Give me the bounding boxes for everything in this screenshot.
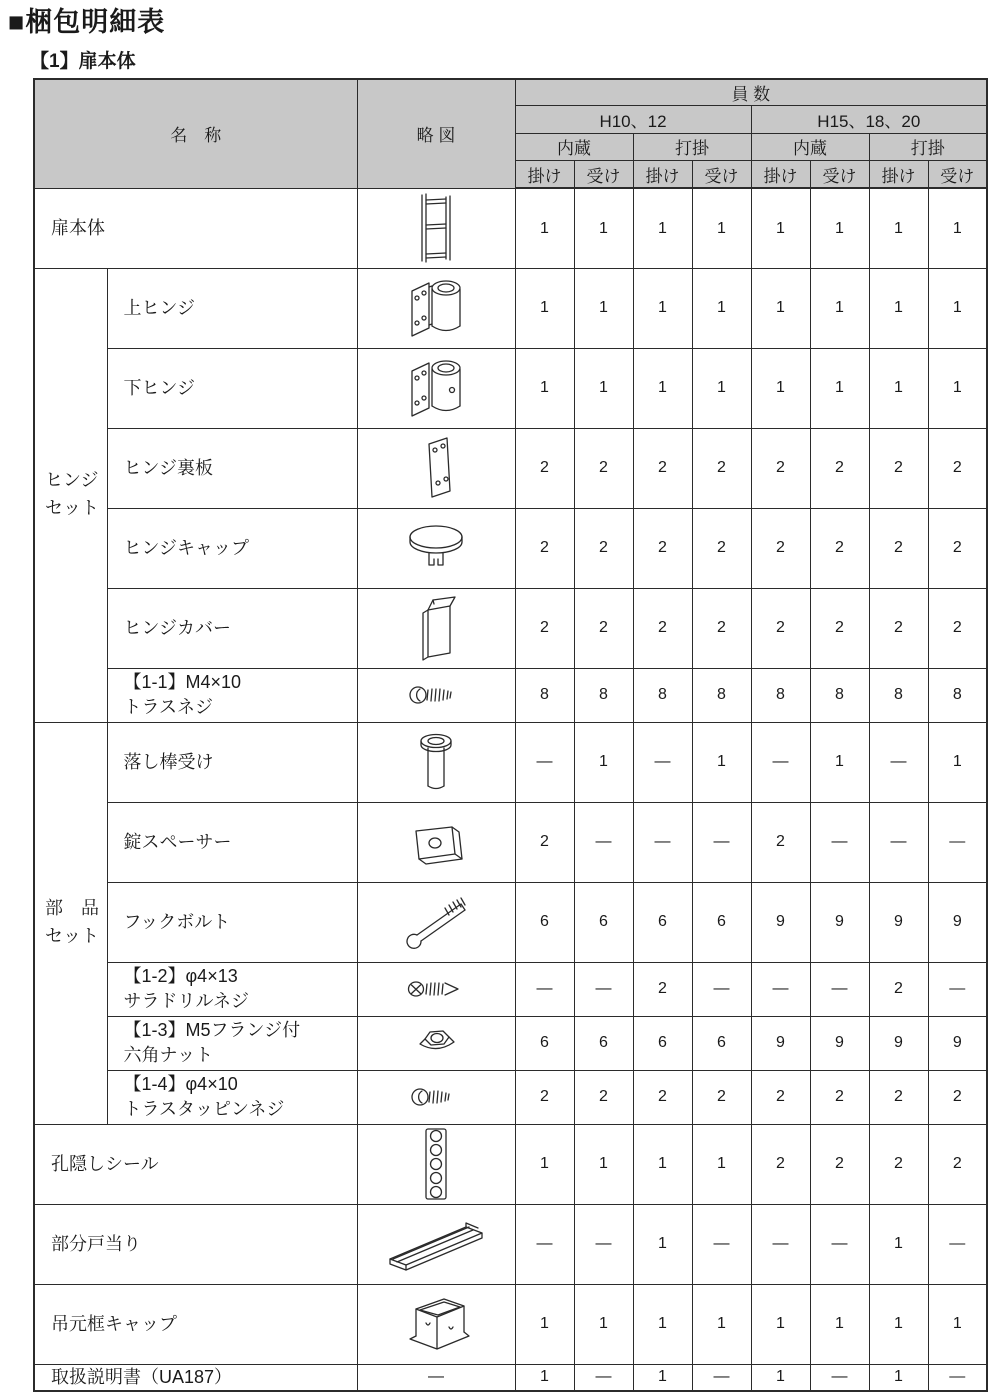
item-name: ヒンジ裏板 [107, 428, 357, 508]
page-title: ■梱包明細表 [8, 7, 166, 37]
quantity-value: — [810, 1364, 869, 1391]
quantity-value: — [692, 962, 751, 1016]
quantity-value: 2 [928, 1070, 987, 1124]
frame-cap-icon [357, 1284, 515, 1364]
sketch-column-header: 略 図 [357, 79, 515, 189]
quantity-value: 2 [574, 588, 633, 668]
quantity-value: — [928, 962, 987, 1016]
quantity-value: 1 [633, 1364, 692, 1391]
quantity-value: 1 [633, 348, 692, 428]
quantity-value: 1 [751, 1364, 810, 1391]
quantity-value: 1 [869, 188, 928, 268]
quantity-value: 2 [574, 428, 633, 508]
quantity-value: 2 [692, 588, 751, 668]
sub-header: 受け [810, 160, 869, 188]
quantity-value: 9 [751, 882, 810, 962]
quantity-value: 1 [928, 188, 987, 268]
quantity-value: 2 [810, 1124, 869, 1204]
type-header: 打掛 [869, 133, 987, 160]
quantity-value: — [869, 802, 928, 882]
item-name: 下ヒンジ [107, 348, 357, 428]
table-row [34, 1124, 987, 1204]
quantity-value: 1 [692, 1284, 751, 1364]
door-panel-icon [357, 188, 515, 268]
quantity-value: — [574, 802, 633, 882]
table-row [34, 1364, 987, 1391]
quantity-value: 1 [928, 268, 987, 348]
quantity-value: 2 [751, 588, 810, 668]
quantity-value: 1 [633, 1284, 692, 1364]
size-group-header: H10、12 [515, 105, 751, 133]
sub-header: 掛け [633, 160, 692, 188]
table-row [34, 428, 987, 508]
quantity-value: 2 [810, 428, 869, 508]
item-name: フックボルト [107, 882, 357, 962]
type-header: 内蔵 [751, 133, 869, 160]
item-name: 【1-4】φ4×10 トラスタッピンネジ [107, 1070, 357, 1124]
countersunk-drill-screw-icon [357, 962, 515, 1016]
quantity-value: 2 [751, 1070, 810, 1124]
quantity-value: 2 [751, 1124, 810, 1204]
hole-seal-icon [357, 1124, 515, 1204]
quantity-value: 1 [810, 188, 869, 268]
quantity-value: 9 [869, 882, 928, 962]
quantity-value: 1 [810, 1284, 869, 1364]
quantity-value: 1 [515, 188, 574, 268]
quantity-value: 1 [692, 188, 751, 268]
item-name: 【1-2】φ4×13 サラドリルネジ [107, 962, 357, 1016]
quantity-value: 2 [574, 1070, 633, 1124]
quantity-value: 2 [869, 962, 928, 1016]
name-column-header: 名 称 [34, 79, 357, 189]
sub-header: 受け [574, 160, 633, 188]
quantity-value: 1 [928, 722, 987, 802]
quantity-value: 6 [692, 1016, 751, 1070]
section-title: 【1】扉本体 [30, 50, 136, 72]
quantity-value: 1 [869, 268, 928, 348]
quantity-value: 2 [574, 508, 633, 588]
quantity-value: — [810, 962, 869, 1016]
table-row [34, 1070, 987, 1124]
quantity-value: 2 [692, 428, 751, 508]
quantity-value: 8 [692, 668, 751, 722]
table-row [34, 348, 987, 428]
quantity-value: — [574, 962, 633, 1016]
quantity-value: — [928, 802, 987, 882]
sub-header: 受け [928, 160, 987, 188]
quantity-value: 2 [633, 588, 692, 668]
drop-rod-receiver-icon [357, 722, 515, 802]
quantity-value: 6 [574, 1016, 633, 1070]
hinge-cover-icon [357, 588, 515, 668]
quantity-value: 1 [751, 348, 810, 428]
quantity-value: 9 [751, 1016, 810, 1070]
hook-bolt-icon [357, 882, 515, 962]
quantity-value: 1 [574, 348, 633, 428]
quantity-value: 2 [633, 428, 692, 508]
quantity-value: 1 [633, 188, 692, 268]
quantity-value: — [751, 1204, 810, 1284]
quantity-value: 8 [751, 668, 810, 722]
parts-table-body [34, 188, 987, 1391]
quantity-value: 8 [810, 668, 869, 722]
table-row [34, 268, 987, 348]
quantity-value: 2 [810, 588, 869, 668]
quantity-value: 2 [869, 1070, 928, 1124]
quantity-value: 1 [751, 188, 810, 268]
quantity-value: 1 [574, 268, 633, 348]
quantity-value: 2 [692, 508, 751, 588]
lower-hinge-icon [357, 348, 515, 428]
size-group-header: H15、18、20 [751, 105, 987, 133]
quantity-value: 1 [574, 188, 633, 268]
quantity-value: 6 [515, 882, 574, 962]
quantity-value: — [751, 722, 810, 802]
quantity-value: 2 [751, 428, 810, 508]
quantity-value: 2 [633, 1070, 692, 1124]
table-row [34, 1204, 987, 1284]
quantity-value: 1 [515, 348, 574, 428]
quantity-value: 8 [515, 668, 574, 722]
quantity-value: — [928, 1364, 987, 1391]
type-header: 内蔵 [515, 133, 633, 160]
quantity-value: 1 [515, 1124, 574, 1204]
quantity-value: 9 [810, 882, 869, 962]
quantity-value: 1 [869, 1364, 928, 1391]
quantity-value: 1 [692, 722, 751, 802]
quantity-value: — [810, 1204, 869, 1284]
table-row [34, 802, 987, 882]
item-name: 【1-1】M4×10 トラスネジ [107, 668, 357, 722]
quantity-value: 2 [869, 508, 928, 588]
quantity-value: — [751, 962, 810, 1016]
quantity-value: 1 [633, 1124, 692, 1204]
item-name: 扉本体 [34, 188, 357, 268]
quantity-value: 9 [928, 882, 987, 962]
no-sketch-dash: — [357, 1364, 515, 1391]
flanged-hex-nut-icon [357, 1016, 515, 1070]
sub-header: 掛け [751, 160, 810, 188]
item-name: ヒンジカバー [107, 588, 357, 668]
table-row [34, 188, 987, 268]
sub-header: 受け [692, 160, 751, 188]
quantity-value: 1 [692, 268, 751, 348]
quantity-value: 1 [515, 1284, 574, 1364]
item-name: 落し棒受け [107, 722, 357, 802]
quantity-value: 1 [869, 348, 928, 428]
quantity-value: 1 [810, 268, 869, 348]
quantity-value: 1 [574, 1124, 633, 1204]
quantity-value: 2 [692, 1070, 751, 1124]
quantity-value: 2 [928, 428, 987, 508]
item-name: 部分戸当り [34, 1204, 357, 1284]
quantity-value: 1 [692, 348, 751, 428]
hinge-cap-icon [357, 508, 515, 588]
type-header: 打掛 [633, 133, 751, 160]
table-row [34, 882, 987, 962]
group-label: 部 品 セット [34, 722, 107, 1124]
quantity-value: 6 [633, 882, 692, 962]
quantity-value: 2 [869, 1124, 928, 1204]
table-row [34, 722, 987, 802]
quantity-value: 1 [633, 268, 692, 348]
quantity-value: — [928, 1204, 987, 1284]
quantity-value: 2 [515, 428, 574, 508]
quantity-value: 1 [751, 268, 810, 348]
quantity-value: 9 [928, 1016, 987, 1070]
quantity-value: — [515, 962, 574, 1016]
quantity-value: 2 [928, 588, 987, 668]
group-label: ヒンジ セット [34, 268, 107, 722]
quantity-value: 1 [574, 722, 633, 802]
item-name: 吊元框キャップ [34, 1284, 357, 1364]
item-name: 孔隠しシール [34, 1124, 357, 1204]
quantity-value: 6 [574, 882, 633, 962]
quantity-value: 1 [574, 1284, 633, 1364]
table-row [34, 1284, 987, 1364]
quantity-value: 2 [869, 588, 928, 668]
quantity-value: 1 [515, 1364, 574, 1391]
quantity-value: 1 [751, 1284, 810, 1364]
truss-screw-icon [357, 668, 515, 722]
quantity-value: — [515, 722, 574, 802]
upper-hinge-icon [357, 268, 515, 348]
quantity-header: 員 数 [515, 79, 987, 106]
quantity-value: 1 [928, 1284, 987, 1364]
quantity-value: 2 [633, 962, 692, 1016]
quantity-value: 1 [633, 1204, 692, 1284]
quantity-value: 1 [810, 722, 869, 802]
table-row [34, 1016, 987, 1070]
quantity-value: 6 [633, 1016, 692, 1070]
truss-tapping-screw-icon [357, 1070, 515, 1124]
quantity-value: 1 [515, 268, 574, 348]
quantity-value: — [810, 802, 869, 882]
table-row [34, 668, 987, 722]
item-name: 取扱説明書（UA187） [34, 1364, 357, 1391]
sub-header: 掛け [869, 160, 928, 188]
quantity-value: 2 [869, 428, 928, 508]
quantity-value: 6 [692, 882, 751, 962]
quantity-value: — [633, 802, 692, 882]
quantity-value: 1 [928, 348, 987, 428]
quantity-value: 9 [869, 1016, 928, 1070]
quantity-value: 2 [810, 508, 869, 588]
quantity-value: 2 [928, 508, 987, 588]
quantity-value: 2 [751, 508, 810, 588]
quantity-value: — [574, 1204, 633, 1284]
quantity-value: — [869, 722, 928, 802]
quantity-value: 1 [810, 348, 869, 428]
table-row [34, 588, 987, 668]
quantity-value: 8 [869, 668, 928, 722]
quantity-value: 2 [810, 1070, 869, 1124]
quantity-value: — [692, 1204, 751, 1284]
quantity-value: 9 [810, 1016, 869, 1070]
quantity-value: 1 [869, 1204, 928, 1284]
quantity-value: 2 [515, 802, 574, 882]
quantity-value: — [692, 1364, 751, 1391]
packing-detail-table [33, 78, 988, 1392]
item-name: 上ヒンジ [107, 268, 357, 348]
quantity-value: 1 [869, 1284, 928, 1364]
item-name: 【1-3】M5フランジ付 六角ナット [107, 1016, 357, 1070]
quantity-value: — [692, 802, 751, 882]
quantity-value: 8 [574, 668, 633, 722]
door-stop-icon [357, 1204, 515, 1284]
quantity-value: — [633, 722, 692, 802]
quantity-value: 2 [633, 508, 692, 588]
quantity-value: 2 [515, 588, 574, 668]
sub-header: 掛け [515, 160, 574, 188]
quantity-value: 8 [928, 668, 987, 722]
table-row [34, 962, 987, 1016]
table-row [34, 508, 987, 588]
item-name: ヒンジキャップ [107, 508, 357, 588]
quantity-value: — [574, 1364, 633, 1391]
quantity-value: 8 [633, 668, 692, 722]
quantity-value: — [515, 1204, 574, 1284]
quantity-value: 6 [515, 1016, 574, 1070]
lock-spacer-icon [357, 802, 515, 882]
quantity-value: 1 [692, 1124, 751, 1204]
quantity-value: 2 [751, 802, 810, 882]
item-name: 錠スペーサー [107, 802, 357, 882]
quantity-value: 2 [928, 1124, 987, 1204]
hinge-back-plate-icon [357, 428, 515, 508]
quantity-value: 2 [515, 508, 574, 588]
quantity-value: 2 [515, 1070, 574, 1124]
